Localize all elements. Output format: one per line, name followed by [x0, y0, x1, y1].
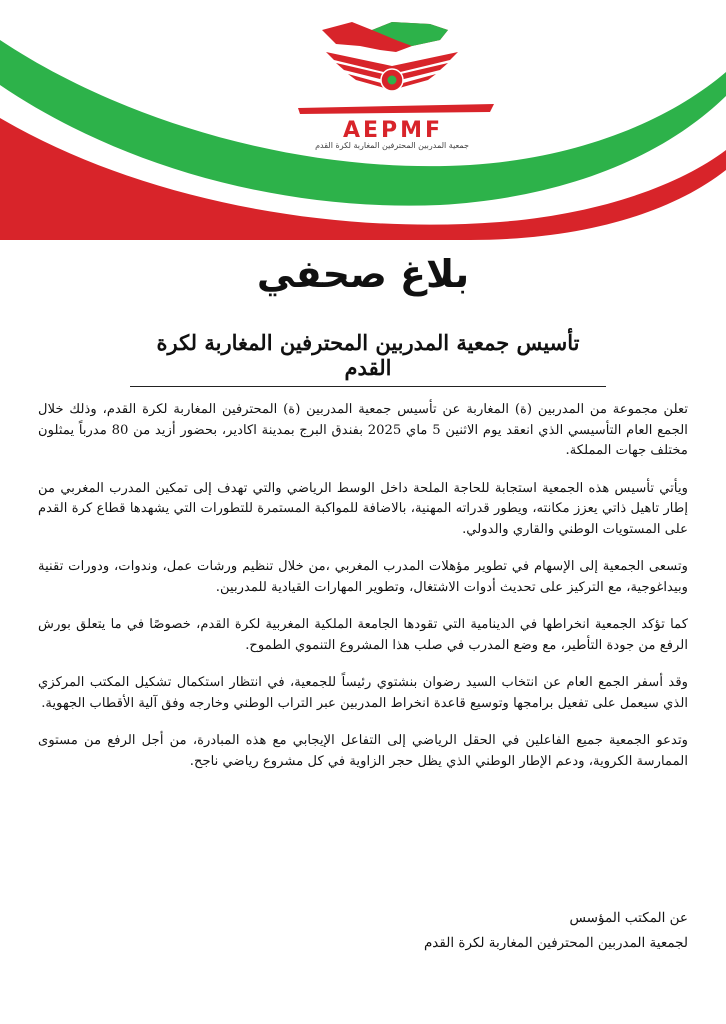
paragraph: كما تؤكد الجمعية انخراطها في الدينامية التي تقودها الجامعة الملكية المغربية لكرة القدم، خصوصًا في ما يتعلق بورش الرفع من جودة التأطير، مع وضع المدرب في صلب هذا المشروع التنموي الطموح. [38, 617, 688, 653]
page-subtitle: تأسيس جمعية المدربين المحترفين المغاربة لكرة القدم [130, 330, 606, 387]
paragraph: وقد أسفر الجمع العام عن انتخاب السيد رضوان بنشتوي رئيساً للجمعية، في انتظار استكمال تشكيل المكتب المركزي الذي سيعمل على تفعيل برامجها وتوسيع قاعدة انخراط المدربين عبر التراب الوطني وخارجه وفق آلية الأقطاب الجهوية. [38, 675, 688, 711]
logo-emblem [298, 22, 494, 114]
signature-line-1: عن المكتب المؤسس [569, 910, 688, 926]
paragraph: وتسعى الجمعية إلى الإسهام في تطوير مؤهلات المدرب المغربي ،من خلال تنظيم ورشات عمل، وندوات، ودورات تقنية وبيداغوجية، مع التركيز على تحديث أدوات الاشتغال، وتطوير المهارات القيادية للمدربين. [38, 559, 688, 595]
page-title: بلاغ صحفي [256, 252, 470, 296]
signature-line-2: لجمعية المدربين المحترفين المغاربة لكرة القدم [423, 935, 688, 951]
paragraph: وتدعو الجمعية جميع الفاعلين في الحقل الرياضي إلى التفاعل الإيجابي مع هذه المبادرة، من أجل الرفع من مستوى الممارسة الكروية، ودعم الإطار الوطني الذي يظل حجر الزاوية في كل مشروع رياضي ناجح. [38, 733, 688, 769]
paragraph: ويأتي تأسيس هذه الجمعية استجابة للحاجة الملحة داخل الوسط الرياضي والتي تهدف إلى تمكين المدرب المغربي من إطار تاهيل ذاتي يعزز مكانته، ويطور قدراته المهنية، بالاضافة للمواكبة المستمرة للتطورات التي يشهدها قطاع كرة القدم على المستويات الوطني والقاري والدولي. [38, 480, 688, 537]
press-release-body [38, 400, 688, 789]
signature-block [288, 906, 688, 956]
logo-association-name: جمعية المدربين المحترفين المغاربة لكرة القدم [315, 141, 469, 150]
paragraph: تعلن مجموعة من المدربين (ة) المغاربة عن تأسيس جمعية المدربين (ة) المحترفين المغاربة لكرة القدم، وذلك خلال الجمع العام التأسيسي الذي انعقد يوم الاثنين 5 ماي 2025 بفندق البرج بمدينة اكادير، بحضور أزيد من 80 مدرباً يمثلون مختلف جهات المملكة. [38, 402, 688, 458]
logo-acronym: AEPMF [342, 118, 444, 143]
